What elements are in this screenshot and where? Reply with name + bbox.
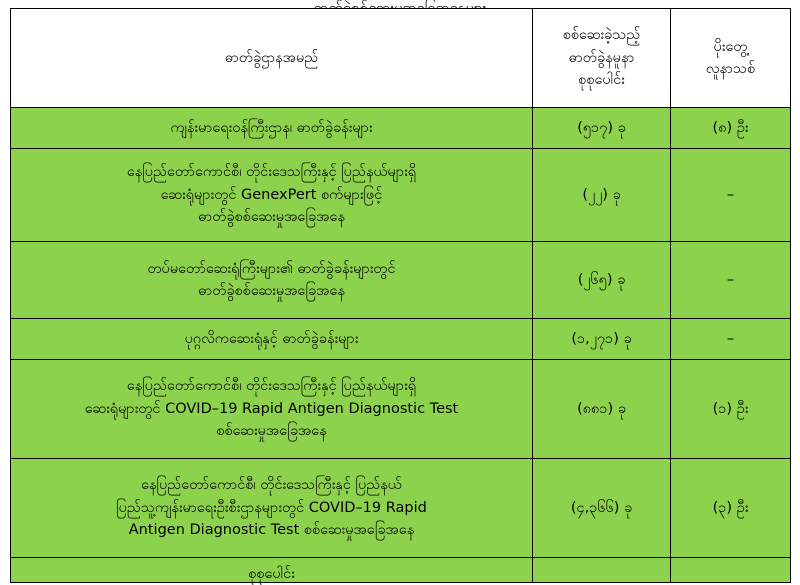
cell-new-positive: (၃) ဦး: [671, 459, 791, 558]
cell-lab-name: [11, 459, 533, 558]
cell-total-samples: (၁,၂၇၁) ခု: [533, 319, 671, 360]
cell-new-positive: –: [671, 242, 791, 319]
lab-name-line: စစ်ဆေးမှုအခြေအနေ: [216, 423, 327, 440]
cell-total-samples: (၄,၃၆၆) ခု: [533, 459, 671, 558]
cell-new-positive-total: [671, 558, 791, 583]
cell-new-positive: –: [671, 149, 791, 242]
cell-new-positive: (၈) ဦး: [671, 108, 791, 149]
cell-total-samples: (၈၈၁) ခု: [533, 360, 671, 459]
lab-name-line: နေပြည်တော်ကောင်စီ၊ တိုင်းဒေသကြီးနှင့် ပြည်နယ်များရှိ: [126, 164, 417, 181]
table-row: [11, 149, 791, 242]
total-label: စုစုပေါင်း: [248, 566, 295, 582]
table-row-total: [11, 558, 791, 583]
lab-name-line: ဆေးရုံများတွင် GenexPert စက်များဖြင့်: [160, 186, 383, 203]
table-row: [11, 360, 791, 459]
cell-new-positive: –: [671, 319, 791, 360]
column-header-total-samples-line1: စစ်ဆေးခဲ့သည့်: [562, 27, 641, 44]
column-header-total-samples-line3: စုစုပေါင်း: [578, 72, 625, 89]
lab-name-line: ဓာတ်ခွဲစစ်ဆေးမှုအခြေအနေ: [198, 283, 345, 299]
lab-name-line: ပုဂ္ဂလိကဆေးရုံနှင့် ဓာတ်ခွဲခန်းများ: [184, 330, 359, 347]
cell-total-samples-total: [533, 558, 671, 583]
lab-name-line: ဆေးရုံများတွင် COVID–19 Rapid Antigen Diagnostic Test: [84, 400, 459, 417]
cell-lab-name: [11, 242, 533, 319]
cell-total-samples: (၂၆၅) ခု: [533, 242, 671, 319]
column-header-new-positive: [671, 9, 791, 108]
cell-new-positive: (၁) ဦး: [671, 360, 791, 459]
table-row: [11, 108, 791, 149]
cell-lab-name-total: [11, 558, 533, 583]
column-header-new-positive-line1: ပိုးတွေ့: [713, 38, 748, 55]
cell-lab-name: [11, 108, 533, 149]
column-header-new-positive-line2: လူနာသစ်: [705, 61, 756, 77]
cell-lab-name: [11, 319, 533, 360]
lab-name-line: ပြည်သူ့ကျန်းမာရေးဦးစီးဌာနများတွင် COVID–19 Rapid: [116, 499, 427, 516]
table-row: [11, 319, 791, 360]
lab-name-line: Antigen Diagnostic Test စစ်ဆေးမှုအခြေအနေ: [128, 522, 415, 539]
cell-lab-name: [11, 149, 533, 242]
cell-total-samples: (၅၁၇) ခု: [533, 108, 671, 149]
column-header-total-samples-line2: ဓာတ်ခွဲနမူနာ: [568, 49, 635, 66]
column-header-lab-name: ဓာတ်ခွဲဌာနအမည်: [11, 9, 533, 108]
lab-name-line: ကျန်းမာရေးဝန်ကြီးဌာန၊ ဓာတ်ခွဲခန်းများ: [170, 119, 373, 136]
cell-total-samples: (၂၂) ခု: [533, 149, 671, 242]
lab-name-line: နေပြည်တော်ကောင်စီ၊ တိုင်းဒေသကြီးနှင့် ပြည်နယ်: [141, 477, 402, 494]
table-row: [11, 459, 791, 558]
table-header-row: [11, 9, 791, 108]
document-title: [0, 0, 800, 8]
table-row: [11, 242, 791, 319]
lab-name-line: ဓာတ်ခွဲစစ်ဆေးမှုအခြေအနေ: [198, 209, 345, 226]
cell-lab-name: [11, 360, 533, 459]
lab-name-line: တပ်မတော်ဆေးရုံကြီးများ၏ ဓာတ်ခွဲခန်းများတွင်: [147, 260, 396, 277]
lab-testing-table: [10, 8, 791, 583]
lab-name-line: နေပြည်တော်ကောင်စီ၊ တိုင်းဒေသကြီးနှင့် ပြည်နယ်များရှိ: [126, 378, 417, 395]
column-header-total-samples: [533, 9, 671, 108]
